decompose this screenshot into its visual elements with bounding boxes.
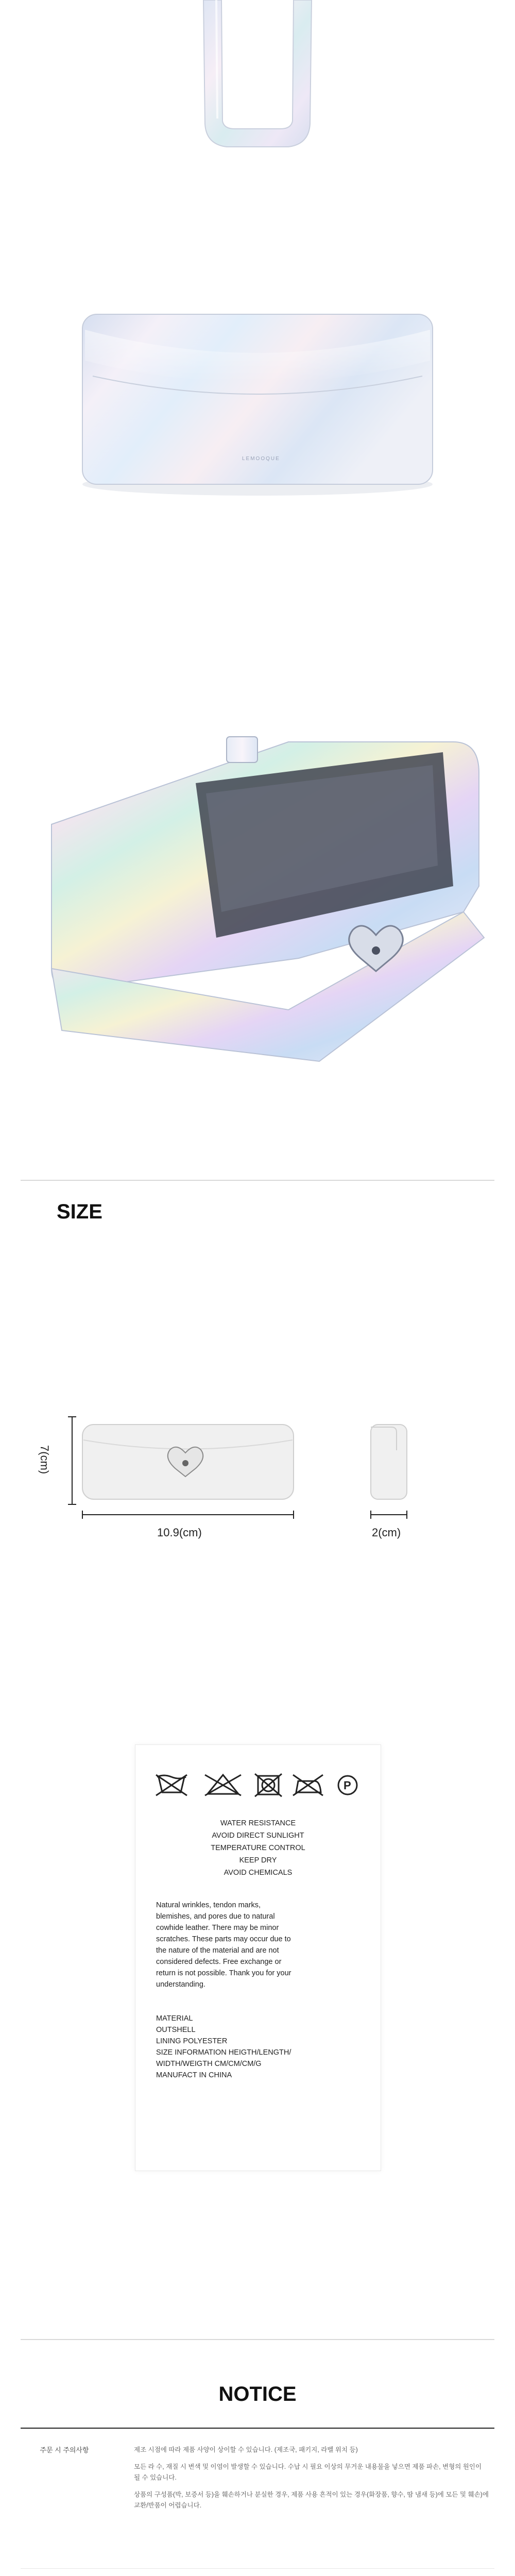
- material-line: MANUFACT IN CHINA: [156, 2071, 232, 2079]
- care-disclaimer-line: the nature of the material and are not: [156, 1946, 279, 1955]
- care-disclaimer-line: understanding.: [156, 1980, 205, 1989]
- depth-dimension-label: 2(cm): [372, 1526, 401, 1539]
- care-disclaimer-line: scratches. These parts may occur due to: [156, 1935, 291, 1943]
- height-dimension-label: 7(cm): [38, 1445, 52, 1475]
- dry-clean-icon: [338, 1776, 357, 1794]
- notice-paragraph: 모든 라 수, 재질 시 변색 및 이염이 발생할 수 있습니다. 수납 시 필요 이상의 무거운 내용물을 넣으면 제품 파손, 변형의 원인이 될 수 있습니다.: [134, 2463, 482, 2481]
- care-line: WATER RESISTANCE: [220, 1819, 296, 1827]
- bag-strap-image: [0, 0, 515, 227]
- notice-section-title: NOTICE: [218, 2383, 297, 2405]
- iron-icon: [293, 1775, 323, 1795]
- bag-front-image: [0, 258, 515, 526]
- care-disclaimer-line: considered defects. Free exchange or: [156, 1958, 282, 1966]
- product-photo-open: [0, 670, 515, 1113]
- material-line: SIZE INFORMATION HEIGTH/LENGTH/: [156, 2048, 291, 2057]
- material-line: WIDTH/WEIGTH CM/CM/CM/G: [156, 2060, 262, 2068]
- material-line: OUTSHELL: [156, 2026, 196, 2034]
- care-symbols-svg: [135, 1771, 381, 1802]
- dry-icon: [255, 1774, 282, 1797]
- section-divider: [21, 1180, 494, 1181]
- bleach-icon: [205, 1775, 241, 1795]
- care-line: TEMPERATURE CONTROL: [211, 1844, 305, 1852]
- notice-title-underline: [21, 2428, 494, 2429]
- notice-row-body: [134, 2445, 489, 2511]
- material-line: MATERIAL: [156, 2014, 193, 2023]
- notice-paragraph: 제조 시점에 따라 제품 사양이 상이할 수 있습니다. (제조국, 패키지, 라벨 위치 등): [134, 2446, 358, 2453]
- care-instructions: [135, 1817, 381, 1879]
- care-disclaimer-line: Natural wrinkles, tendon marks,: [156, 1901, 261, 1909]
- svg-text:P: P: [344, 1779, 351, 1792]
- care-label: [135, 1744, 381, 2171]
- section-divider: [21, 2339, 494, 2340]
- size-diagram: [0, 1391, 515, 1566]
- product-photo-front: [0, 258, 515, 526]
- brand-logo: LEMOOQUE: [242, 456, 280, 462]
- care-line: KEEP DRY: [239, 1856, 277, 1865]
- notice-row-label: 주문 시 주의사항: [40, 2446, 89, 2454]
- product-photo-top: [0, 0, 515, 227]
- care-line: AVOID CHEMICALS: [224, 1869, 293, 1877]
- notice-paragraph: 상품의 구성품(박, 보증서 등)을 훼손하거나 분실한 경우, 제품 사용 흔적이 있는 경우(화장품, 향수, 땀 냄새 등)에 모든 및 훼손)에 교환/반품이 어렵습니다.: [134, 2491, 489, 2509]
- material-line: LINING POLYESTER: [156, 2037, 228, 2045]
- care-disclaimer-line: blemishes, and pores due to natural: [156, 1912, 275, 1921]
- care-symbols: [135, 1771, 381, 1802]
- width-dimension-label: 10.9(cm): [157, 1526, 202, 1539]
- size-diagram-svg: [0, 1391, 515, 1566]
- size-section-title: SIZE: [57, 1200, 102, 1223]
- care-disclaimer: [156, 1900, 362, 1990]
- care-disclaimer-line: cowhide leather. There may be minor: [156, 1924, 279, 1932]
- care-line: AVOID DIRECT SUNLIGHT: [212, 1832, 304, 1840]
- notice-row-separator: [21, 2568, 494, 2569]
- care-disclaimer-line: return is not possible. Thank you for your: [156, 1969, 291, 1977]
- care-material-info: [156, 2013, 362, 2081]
- bag-open-image: [0, 670, 515, 1113]
- wash-icon: [156, 1775, 187, 1795]
